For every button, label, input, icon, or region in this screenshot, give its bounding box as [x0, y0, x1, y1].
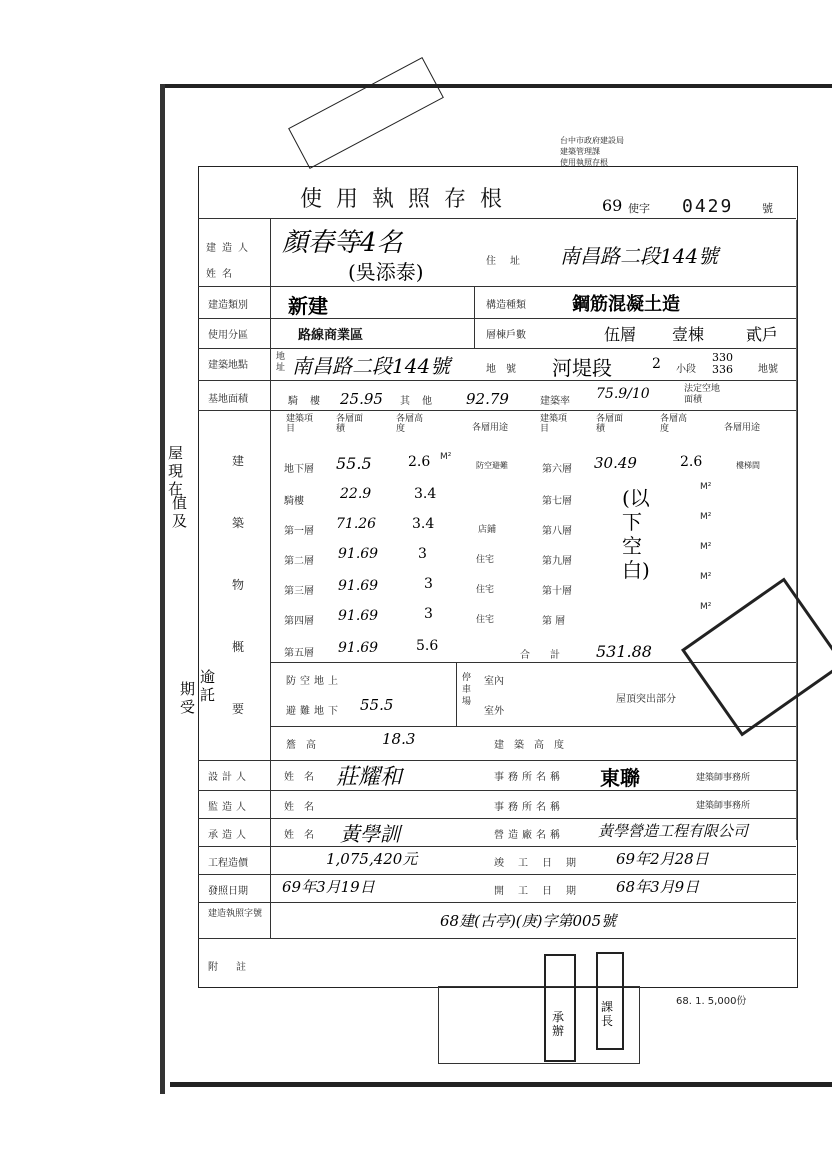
site-address: 南昌路二段144號	[292, 354, 451, 378]
serial-suffix: 號	[762, 202, 773, 215]
floor-col-header-area-left: 各層面積	[336, 414, 364, 434]
floor-col-header-use-right: 各層用途	[724, 423, 761, 433]
site-address-label: 地址	[276, 352, 286, 373]
start-label: 開工日期	[494, 886, 590, 897]
floor-col-header-height-left: 各層高度	[396, 414, 424, 434]
zoning-value: 路線商業區	[298, 328, 364, 343]
address-value: 南昌路二段144號	[560, 244, 719, 268]
builder-alias: (吳添泰)	[348, 260, 424, 284]
contractor-label: 承造人	[208, 830, 250, 841]
floor-row-right: 第九層	[542, 556, 572, 567]
builder-name: 顏春等4名	[282, 228, 403, 258]
left-margin-note: 逾託	[200, 668, 216, 704]
site-label: 建築地點	[208, 360, 248, 371]
building-height-label: 建築高度	[494, 740, 574, 751]
blank-below-note: (以下空白)	[622, 486, 650, 582]
area-label: 基地面積	[208, 394, 248, 405]
designer-name-label: 姓名	[284, 772, 324, 783]
roof-label: 屋頂突出部分	[616, 694, 676, 705]
structure-value: 鋼筋混凝土造	[572, 294, 680, 315]
site-lot: 330 336	[712, 351, 733, 376]
parking-label: 停車場	[462, 673, 472, 707]
evac-value: 55.5	[360, 696, 394, 714]
designer-office-label: 事務所名稱	[494, 772, 564, 783]
permit-label: 建造執照字號	[208, 909, 263, 919]
other-value: 92.79	[466, 390, 509, 408]
left-margin-note: 期受	[180, 680, 196, 716]
unit-marker: M²	[700, 512, 712, 522]
unit-marker: M²	[700, 542, 712, 552]
site-small-section-label: 小段	[676, 364, 696, 375]
legal-space-label: 法定空地面積	[684, 384, 721, 405]
cost-label: 工程造價	[208, 858, 248, 869]
unit-marker: M²	[440, 452, 452, 462]
permit-value: 68建(古亭)(庚)字第005號	[440, 912, 617, 930]
completion-label: 竣工日期	[494, 858, 590, 869]
cost-value: 1,075,420元	[326, 850, 418, 868]
eave-height-label: 簷高	[286, 740, 326, 751]
civil-defense-label: 防空地上	[286, 676, 342, 687]
contractor-name-label: 姓名	[284, 830, 324, 841]
serial-prefix: 69	[602, 196, 623, 215]
site-lot-label: 地號	[758, 364, 778, 375]
address-label: 住址	[486, 256, 534, 267]
top-right-stamp-text: 台中市政府建設局 建築管理課 使用執照存根	[560, 136, 624, 167]
coverage-label: 建築率	[540, 396, 570, 407]
designer-label: 設計人	[208, 772, 250, 783]
floors-label: 層棟戶數	[486, 330, 526, 341]
building-type-value: 新建	[288, 294, 328, 318]
designer-office: 東聯	[600, 766, 640, 790]
floor-col-header-height-right: 各層高度	[660, 414, 688, 434]
arcade-value: 25.95	[340, 390, 383, 408]
scan-edge-bottom	[170, 1082, 832, 1087]
contractor-name: 黃學訓	[340, 822, 400, 846]
indoor-label: 室內	[484, 676, 504, 687]
unit-marker: M²	[700, 482, 712, 492]
completion-value: 69年2月28日	[616, 850, 709, 868]
floor-col-header-item-left: 建築項目	[286, 414, 314, 434]
coverage-value: 75.9/10	[596, 386, 650, 402]
serial-number: 0429	[682, 196, 734, 217]
supervisor-label: 監造人	[208, 802, 250, 813]
issue-label: 發照日期	[208, 886, 248, 897]
units-value: 貳戶	[746, 325, 779, 344]
floor-col-header-use-left: 各層用途	[472, 423, 509, 433]
other-label: 其他	[400, 396, 444, 407]
zoning-label: 使用分區	[208, 330, 248, 341]
floor-col-header-area-right: 各層面積	[596, 414, 624, 434]
designer-name: 莊耀和	[336, 765, 403, 790]
scan-edge-left	[160, 84, 165, 1094]
arcade-label: 騎樓	[288, 396, 332, 407]
print-info: 68. 1. 5,000份	[676, 996, 747, 1007]
left-margin-note: 屋現在	[168, 444, 184, 498]
floor-row-right: 第 層	[542, 616, 566, 627]
floor-row-right: 第十層	[542, 586, 572, 597]
site-section: 2	[652, 356, 661, 372]
evac-label: 避難地下	[286, 706, 342, 717]
remarks-label: 附註	[208, 962, 264, 973]
approval-stamp	[544, 954, 576, 1062]
unit-marker: M²	[700, 602, 712, 612]
floors-value: 伍層	[604, 325, 637, 344]
start-value: 68年3月9日	[616, 878, 700, 896]
structure-label: 構造種類	[486, 300, 526, 311]
outdoor-label: 室外	[484, 706, 504, 717]
scan-edge-top	[160, 84, 832, 88]
approval-stamp-text: 承辦	[552, 1010, 565, 1038]
contractor-company-label: 營造廠名稱	[494, 830, 564, 841]
floor-col-header-item-right: 建築項目	[540, 414, 568, 434]
adjacent-page-edge	[796, 220, 827, 840]
page-title: 使用執照存根	[300, 187, 517, 212]
supervisor-office-label: 事務所名稱	[494, 802, 564, 813]
designer-office-suffix: 建築師事務所	[696, 773, 751, 783]
floor-row-right: 第七層	[542, 496, 572, 507]
issue-value: 69年3月19日	[282, 878, 375, 896]
supervisor-office-suffix: 建築師事務所	[696, 801, 751, 811]
site-district-label: 地號	[486, 364, 526, 375]
unit-marker: M²	[700, 572, 712, 582]
building-summary-side-label: 建築物概要	[232, 454, 245, 716]
serial-char: 使字	[628, 202, 650, 215]
eave-height-value: 18.3	[382, 730, 416, 748]
builder-label: 建造人姓名	[206, 243, 254, 280]
contractor-company: 黃學營造工程有限公司	[598, 822, 749, 840]
floor-row-right: 第八層	[542, 526, 572, 537]
left-margin-note: 值及	[172, 494, 188, 530]
site-district: 河堤段	[552, 356, 612, 380]
section-chief-stamp-text: 課長	[601, 1000, 614, 1028]
supervisor-name-label: 姓名	[284, 802, 324, 813]
buildings-value: 壹棟	[672, 325, 705, 344]
building-type-label: 建造類別	[208, 300, 248, 311]
top-left-stamp	[288, 57, 444, 169]
